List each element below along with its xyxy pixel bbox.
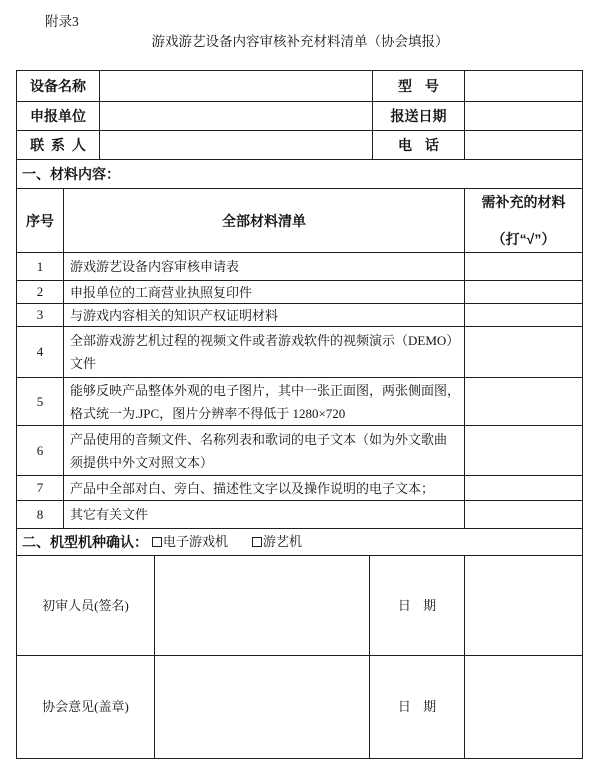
machine-type-title: 二、机型机种确认：	[22, 534, 148, 550]
item-text-line: 格式统一为.JPC，图片分辨率不得低于 1280×720	[70, 405, 346, 421]
info-row-contact	[17, 131, 583, 160]
item-number: 6	[17, 426, 64, 475]
item-check-cell	[465, 327, 583, 377]
table-row	[17, 327, 583, 378]
item-check-cell	[465, 426, 583, 475]
item-text-line: 能够反映产品整体外观的电子图片，其中一张正面图，两张侧面图，	[70, 382, 461, 398]
item-text-line: 其它有关文件	[70, 507, 149, 522]
item-number: 7	[17, 476, 64, 500]
item-number: 3	[17, 304, 64, 326]
association-opinion-field	[155, 656, 370, 758]
item-text	[64, 253, 465, 280]
contact-label: 联 系 人	[17, 131, 100, 159]
machine-type-row	[17, 529, 583, 556]
item-text-line: 须提供中外文对照文本）	[70, 454, 214, 470]
phone-label: 电 话	[373, 131, 465, 159]
table-row	[17, 304, 583, 327]
item-text	[64, 378, 465, 425]
item-text	[64, 304, 465, 326]
info-row-applicant	[17, 102, 583, 131]
item-number: 5	[17, 378, 64, 425]
table-row	[17, 476, 583, 501]
reviewer-signature-label: 初审人员(签名)	[17, 556, 155, 655]
info-row-device	[17, 71, 583, 102]
item-text	[64, 327, 465, 377]
submit-date-field	[465, 102, 583, 130]
item-text-line: 产品使用的音频文件、名称列表和歌词的电子文本（如为外文歌曲	[70, 431, 448, 447]
item-text-line: 全部游戏游艺机过程的视频文件或者游戏软件的视频演示（DEMO）	[70, 333, 460, 348]
device-name-label: 设备名称	[17, 71, 100, 101]
checkbox-electronic-game	[152, 537, 162, 547]
item-check-cell	[465, 501, 583, 528]
item-text-line: 申报单位的工商营业执照复印件	[70, 284, 253, 300]
header-no: 序号	[17, 189, 64, 252]
item-text	[64, 426, 465, 475]
reviewer-signature-field	[155, 556, 370, 655]
form-title: 游戏游艺设备内容审核补充材料清单（协会填报）	[151, 34, 449, 49]
table-row	[17, 378, 583, 426]
materials-header-row	[17, 189, 583, 253]
option-amusement-machine-label: 游艺机	[263, 534, 303, 549]
contact-field	[100, 131, 373, 159]
table-row	[17, 501, 583, 529]
checkbox-amusement-machine	[252, 537, 262, 547]
item-check-cell	[465, 253, 583, 280]
header-supplement-note: （打“√”）	[491, 231, 556, 247]
appendix-label: 附录3	[45, 14, 79, 29]
header-supplement	[465, 189, 583, 252]
table-row	[17, 426, 583, 476]
model-field	[465, 71, 583, 101]
submit-date-label: 报送日期	[373, 102, 465, 130]
reviewer-date-field	[465, 556, 583, 655]
table-row	[17, 253, 583, 281]
materials-section-title: 一、材料内容：	[17, 160, 583, 188]
item-check-cell	[465, 476, 583, 500]
machine-type-cell	[17, 529, 583, 555]
applicant-field	[100, 102, 373, 130]
reviewer-date-label: 日 期	[370, 556, 465, 655]
association-date-field	[465, 656, 583, 758]
model-label: 型 号	[373, 71, 465, 101]
association-date-label: 日 期	[370, 656, 465, 758]
item-text-line: 文件	[70, 356, 97, 371]
item-text-line: 产品中全部对白、旁白、描述性文字以及操作说明的电子文本；	[70, 480, 435, 496]
item-number: 2	[17, 281, 64, 303]
header-list: 全部材料清单	[64, 189, 465, 252]
form-table	[16, 70, 583, 759]
device-name-field	[100, 71, 373, 101]
item-text	[64, 281, 465, 303]
phone-field	[465, 131, 583, 159]
item-text-line: 游戏游艺设备内容审核申请表	[70, 259, 240, 274]
option-electronic-game-label: 电子游戏机	[163, 534, 229, 549]
option-amusement-machine	[252, 533, 302, 551]
signoff-row-association	[17, 656, 583, 759]
item-check-cell	[465, 304, 583, 326]
item-text-line: 与游戏内容相关的知识产权证明材料	[70, 307, 279, 323]
item-text	[64, 501, 465, 528]
item-number: 8	[17, 501, 64, 528]
association-opinion-label: 协会意见(盖章)	[17, 656, 155, 758]
table-row	[17, 281, 583, 304]
header-supplement-label: 需补充的材料	[481, 194, 566, 210]
signoff-row-reviewer	[17, 556, 583, 656]
item-number: 1	[17, 253, 64, 280]
item-check-cell	[465, 281, 583, 303]
item-text	[64, 476, 465, 500]
applicant-label: 申报单位	[17, 102, 100, 130]
option-electronic-game	[152, 533, 228, 551]
item-check-cell	[465, 378, 583, 425]
materials-section-row	[17, 160, 583, 189]
item-number: 4	[17, 327, 64, 377]
